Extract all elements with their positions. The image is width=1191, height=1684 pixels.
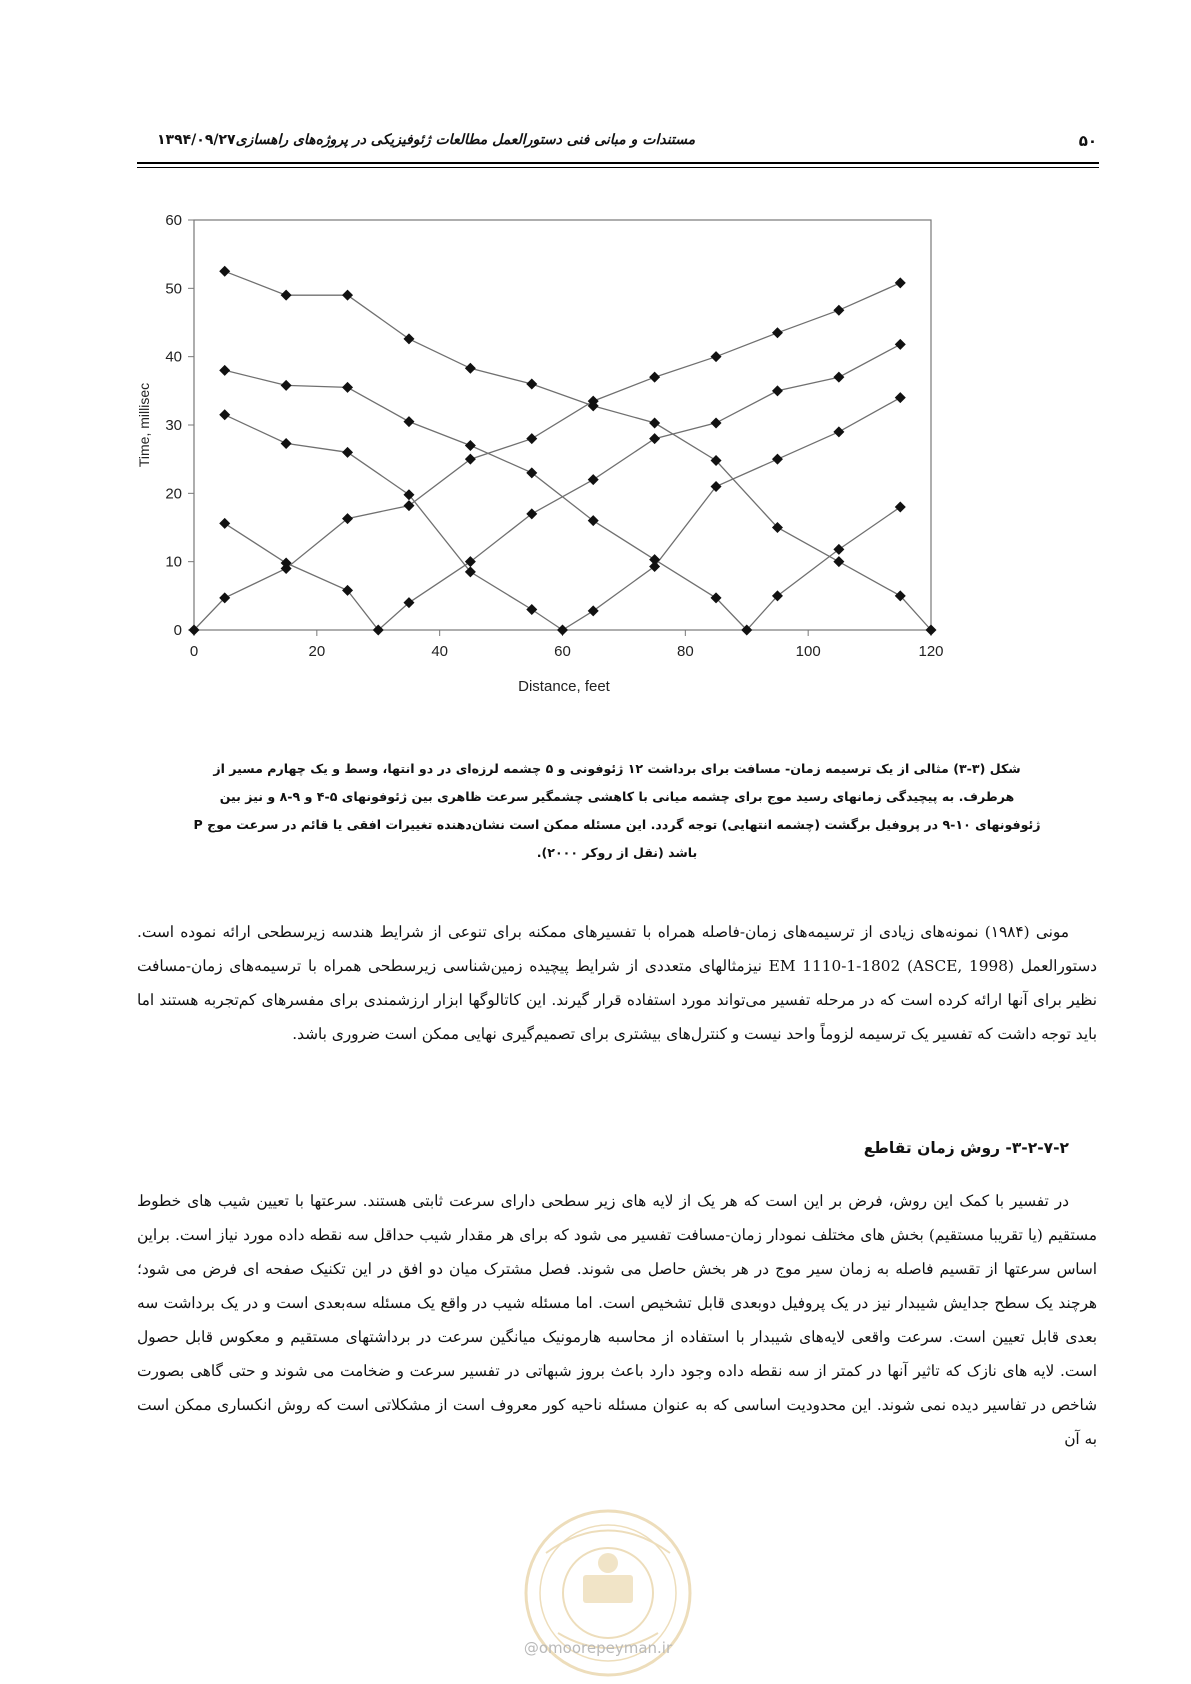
x-tick-label: 20 xyxy=(308,643,326,660)
y-tick-label: 20 xyxy=(165,485,182,503)
axis-ticks xyxy=(165,212,943,660)
data-point xyxy=(526,433,537,444)
series-line xyxy=(225,271,931,630)
y-tick-label: 0 xyxy=(173,622,182,639)
y-axis-label: Time, millisec xyxy=(136,382,152,468)
watermark-url-text: omoorepeyman.ir xyxy=(538,1639,673,1657)
data-point xyxy=(833,372,844,383)
x-tick-label: 120 xyxy=(918,643,944,660)
data-point xyxy=(403,500,414,511)
data-point xyxy=(895,339,906,350)
data-point xyxy=(219,266,230,277)
section-heading-text: ۳-۲-۷-۲- روش زمان تقاطع xyxy=(863,1139,1069,1157)
running-title xyxy=(137,132,695,148)
data-point xyxy=(219,409,230,420)
data-point xyxy=(557,625,568,636)
data-point xyxy=(281,380,292,391)
data-point xyxy=(833,544,844,555)
series-line xyxy=(225,398,901,630)
data-point xyxy=(649,554,660,565)
x-tick-label: 100 xyxy=(795,643,821,660)
data-point xyxy=(895,392,906,403)
y-tick-label: 50 xyxy=(165,280,182,298)
header-title-text: مستندات و مبانی فنی دستورالعمل مطالعات ژئوفیزیکی در پروژه‌های راهسازی xyxy=(235,132,696,148)
x-tick-label: 60 xyxy=(554,643,571,660)
y-tick-label: 10 xyxy=(165,553,182,571)
data-point xyxy=(342,290,353,301)
series-4 xyxy=(219,365,906,636)
data-point xyxy=(711,481,722,492)
data-point xyxy=(649,417,660,428)
series-5 xyxy=(219,266,936,636)
data-point xyxy=(526,379,537,390)
x-tick-label: 80 xyxy=(676,643,694,660)
data-point xyxy=(403,416,414,427)
data-point xyxy=(588,515,599,526)
data-point xyxy=(833,556,844,567)
data-point xyxy=(649,372,660,383)
data-point xyxy=(711,417,722,428)
data-point xyxy=(711,351,722,362)
header-date: ۱۳۹۴/۰۹/۲۷ xyxy=(157,132,236,148)
watermark-url: @omoorepeyman.ir xyxy=(523,1639,673,1657)
page-number: ۵۰ xyxy=(1078,132,1097,150)
data-point xyxy=(465,556,476,567)
series-3 xyxy=(219,392,906,635)
data-point xyxy=(833,305,844,316)
data-point xyxy=(526,467,537,478)
section-heading xyxy=(137,1139,1097,1157)
data-point xyxy=(342,382,353,393)
time-distance-chart xyxy=(135,212,1035,755)
x-tick-label: 40 xyxy=(431,643,449,660)
data-point xyxy=(649,433,660,444)
data-point xyxy=(219,518,230,529)
series-1 xyxy=(189,277,906,635)
data-point xyxy=(588,474,599,485)
plot-border xyxy=(194,220,931,630)
caption-line: هرطرف. به پیچیدگی زمانهای رسید موج برای چشمه میانی با کاهشی چشمگیر سرعت ظاهری بین ژئوفونهای ۵-۴ و ۹-۸ و نیز بین xyxy=(219,789,1015,804)
paragraph: مونی (۱۹۸۴) نمونه‌های زیادی از ترسیمه‌های زمان-فاصله همراه با تفسیرهای ممکنه برای تنوعی از شرایط هندسه زیرسطحی ارائه نموده است. دستورالعمل EM 1110-1-1802 (ASCE, 1998) نیزمثالهای متعددی از شرایط پیچیده زمین‌شناسی زیرسطحی همراه با ترسیمه‌های زمان-مسافت نظیر برای آنها ارائه کرده است که در مرحله تفسیر می‌تواند مورد استفاده قرار گیرند. این کاتالوگها ابزار ارزشمندی برای مفسرهای کم‌تجربه هستند اما باید توجه داشت که تفسیر یک ترسیمه لزوماً واحد نیست و کنترل‌های بیشتری برای تصمیم‌گیری نهایی ممکن است ضروری باشد. xyxy=(137,923,1097,1043)
data-point xyxy=(772,454,783,465)
data-point xyxy=(281,290,292,301)
y-tick-label: 40 xyxy=(165,348,182,366)
caption-line: باشد (نقل از روکر ۲۰۰۰). xyxy=(536,845,698,860)
header-rule-thin xyxy=(137,167,1099,168)
data-point xyxy=(342,585,353,596)
data-point xyxy=(281,438,292,449)
series-line xyxy=(194,283,900,630)
data-point xyxy=(465,440,476,451)
plot-frame xyxy=(194,220,931,630)
data-point xyxy=(219,365,230,376)
data-point xyxy=(895,502,906,513)
paragraph: در تفسیر با کمک این روش، فرض بر این است که هر یک از لایه های زیر سطحی دارای سرعت ثابتی هستند. سرعتها با تعیین شیب های خطوط مستقیم (یا تقریبا مستقیم) بخش های مختلف نمودار زمان-مسافت تفسیر می شود که برای هر مقدار شیب حداقل سه نقطه داده مورد نیاز است. براین اساس سرعتها از تقسیم فاصله به زمان سیر موج در هر بخش حاصل می شوند. فصل مشترک میان دو افق در این تکنیک صفحه ای فرض می شود؛ هرچند یک سطح جدایش شیبدار نیز در یک پروفیل دوبعدی قابل تشخیص است. اما مسئله شیب در واقع یک مسئله سه‌بعدی است و در یک برداشت سه بعدی قابل تعیین است. سرعت واقعی لایه‌های شیبدار با استفاده از محاسبه هارمونیک میانگین سرعت در برداشتهای مستقیم و معکوس قابل حصول است. لایه های نازک که تاثیر آنها در کمتر از سه نقطه داده وجود دارد باعث بروز شبهاتی در تفسیر سرعت و ضخامت می شوند و حتی گاهی بصورت شاخص در تفاسیر دیده نمی شوند. این محدودیت اساسی که به عنوان مسئله ناحیه کور معروف است از مشکلاتی است که روش انکساری ممکن است به آن xyxy=(137,1192,1097,1448)
data-point xyxy=(526,508,537,519)
y-tick-label: 60 xyxy=(165,212,182,229)
x-tick-label: 0 xyxy=(189,643,199,660)
series-line xyxy=(225,370,901,630)
data-point xyxy=(526,604,537,615)
data-point xyxy=(772,385,783,396)
header-rule-thick xyxy=(137,162,1099,164)
x-axis-label: Distance, feet xyxy=(518,678,610,695)
page-header xyxy=(137,128,1097,156)
data-point xyxy=(895,277,906,288)
data-point xyxy=(465,363,476,374)
data-point xyxy=(465,454,476,465)
data-point xyxy=(588,605,599,616)
y-tick-label: 30 xyxy=(165,417,182,434)
series-2 xyxy=(219,339,906,636)
data-point xyxy=(403,333,414,344)
data-point xyxy=(772,327,783,338)
caption-line: ژئوفونهای ۱۰-۹ در پروفیل برگشت (چشمه انتهایی) توجه گردد. این مسئله ممکن است نشان‌دهنده تغییرات افقی یا قائم در سرعت موج P xyxy=(193,817,1041,832)
figure-caption xyxy=(137,755,1097,867)
chart-series xyxy=(189,266,937,636)
data-point xyxy=(342,447,353,458)
caption-line: شکل (۳-۳) مثالی از یک ترسیمه زمان- مسافت برای برداشت ۱۲ ژئوفونی و ۵ چشمه لرزه‌ای در دو انتها، وسط و یک چهارم مسیر از xyxy=(213,761,1021,776)
data-point xyxy=(833,426,844,437)
